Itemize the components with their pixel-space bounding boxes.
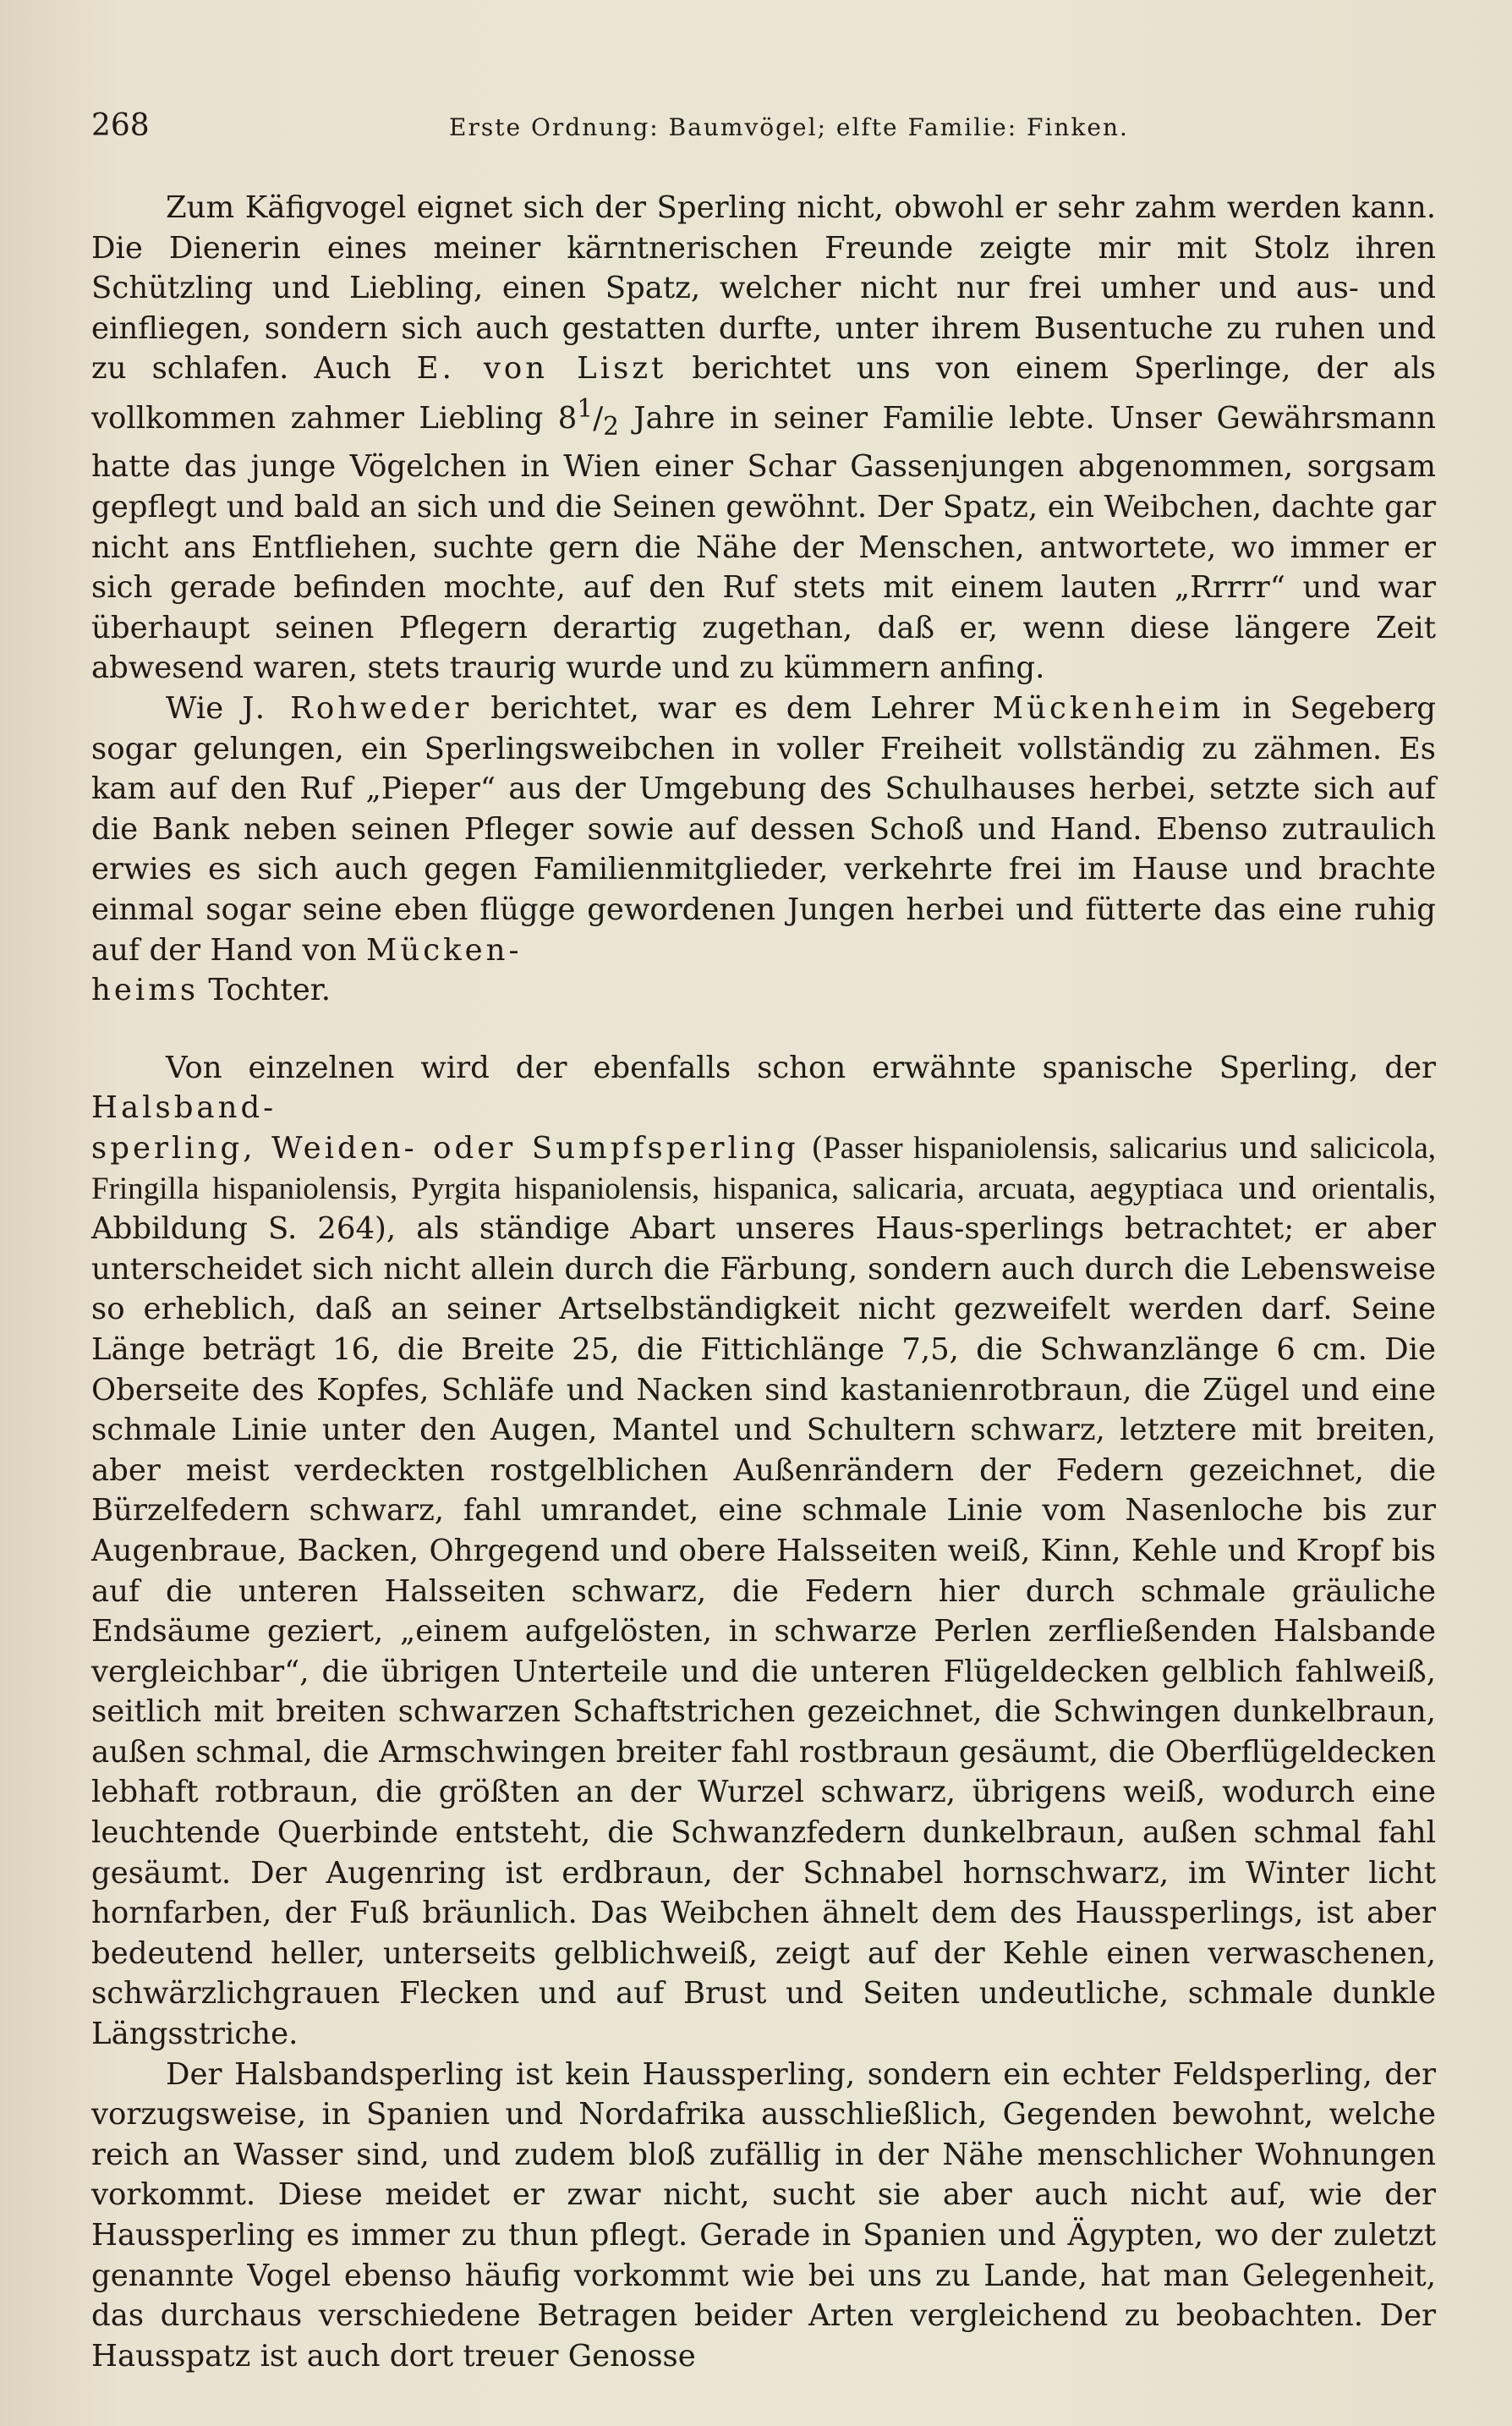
paragraph-habitat: Der Halsbandsperling ist kein Haussperling, sondern ein echter Feldsperling, der vorzugsweise, in Spanien und Nordafrika ausschließlich, Gegenden bewohnt, welche reich an Wasser sind, und zudem bloß zufällig in der Nähe menschlicher Wohnungen vorkommt. Diese meidet er zwar nicht, sucht sie aber auch nicht auf, wie der Haussperling es immer zu thun pflegt. Gerade in Spanien und Ägypten, wo der zuletzt genannte Vogel ebenso häufig vorkommt wie bei uns zu Lande, hat man Gelegenheit, das durchaus verschiedene Betragen beider Arten vergleichend zu beobachten. Der Hausspatz ist auch dort treuer Genosse xyxy=(91,2056,1436,2374)
species-name: Halsband- xyxy=(91,1090,277,1126)
species-name: sperling, Weiden- oder Sumpfsperling xyxy=(91,1130,799,1166)
person-name: J. Rohweder xyxy=(242,691,473,727)
latin-names: orientalis, xyxy=(1312,1171,1436,1206)
page-number: 268 xyxy=(91,108,150,143)
person-name: Mückenheim xyxy=(992,691,1224,727)
person-name: Mücken- xyxy=(366,932,523,968)
person-name: E. von Liszt xyxy=(416,351,667,387)
paragraph-cage-bird: Zum Käfigvogel eignet sich der Sperling nicht, obwohl er sehr zahm werden kann. Die Dienerin eines meiner kärntnerischen Freunde zeigte mir mit Stolz ihren Schützling und Liebling, einen Spatz, welcher nicht nur frei umher und aus- und einfliegen, sondern sich auch gestatten durfte, unter ihrem Busentuche zu ruhen und zu schlafen. Auch E. von Liszt berichtet uns von einem Sperlinge, der als vollkommen zahmer Liebling $8^1/_2$ Jahre in seiner Familie lebte. Unser Gewährsmann hatte das junge Vögelchen in Wien einer Schar Gassenjungen abgenommen, sorgsam gepflegt und bald an sich und die Seinen gewöhnt. Der Spatz, ein Weibchen, dachte gar nicht ans Entfliehen, suchte gern die Nähe der Menschen, antwortete, wo immer er sich gerade befinden mochte, auf den Ruf stets mit einem lauten „Rrrrr“ und war überhaupt seinen Pflegern derartig zugethan, daß er, wenn diese längere Zeit abwesend waren, stets traurig wurde und zu kümmern anfing. xyxy=(91,190,1436,686)
running-head xyxy=(91,108,1436,151)
fraction-denominator: 2 xyxy=(603,411,619,441)
fraction-numerator: 1 xyxy=(577,393,594,423)
latin-names: Passer hispaniolensis, salicarius xyxy=(823,1130,1228,1166)
paragraph-rohweder-account: Wie J. Rohweder berichtet, war es dem Lehrer Mückenheim in Segeberg sogar gelungen, ein Sperlingsweibchen in voller Freiheit vollständig zu zähmen. Es kam auf den Ruf „Pieper“ aus der Umgebung des Schulhauses herbei, setzte sich auf die Bank neben seinen Pfleger sowie auf dessen Schoß und Hand. Ebenso zutraulich erwies es sich auch gegen Familienmitglieder, verkehrte frei im Hause und brachte einmal sogar seine eben flügge gewordenen Jungen herbei und fütterte das eine ruhig auf der Hand von Mücken- heims Tochter. xyxy=(91,691,1437,1008)
running-head-title: Erste Ordnung: Baumvögel; elfte Familie: Finken. xyxy=(449,113,1129,141)
paragraph-halsbandsperling-description: Von einzelnen wird der ebenfalls schon erwähnte spanische Sperling, der Halsband- sperling, Weiden- oder Sumpfsperling (Passer hispaniolensis, salicarius und salicicola, Fringilla hispaniolensis, Pyrgita hispaniolensis, hispanica, salicaria, arcuata, aegyptiaca und orientalis, Abbildung S. 264), als ständige Abart unseres Haus-sperlings betrachtet; er aber unterscheidet sich nicht allein durch die Färbung, sondern auch durch die Lebensweise so erheblich, daß an seiner Artselbständigkeit nicht gezweifelt werden darf. Seine Länge beträgt 16, die Breite 25, die Fittichlänge 7,5, die Schwanzlänge 6 cm. Die Oberseite des Kopfes, Schläfe und Nacken sind kastanienrotbraun, die Zügel und eine schmale Linie unter den Augen, Mantel und Schultern schwarz, letztere mit breiten, aber meist verdeckten rostgelblichen Außenrändern der Federn gezeichnet, die Bürzelfedern schwarz, fahl umrandet, eine schmale Linie vom Nasenloche bis zur Augenbraue, Backen, Ohrgegend und obere Halsseiten weiß, Kinn, Kehle und Kropf bis auf die unteren Halsseiten schwarz, die Federn hier durch schmale gräuliche Endsäume geziert, „einem aufgelösten, in schwarze Perlen zerfließenden Halsbande vergleichbar“, die übrigen Unterteile und die unteren Flügeldecken gelblich fahlweiß, seitlich mit breiten schwarzen Schaftstrichen gezeichnet, die Schwingen dunkelbraun, außen schmal, die Armschwingen breiter fahl rostbraun gesäumt, die Oberflügeldecken lebhaft rotbraun, die größten an der Wurzel schwarz, übrigens weiß, wodurch eine leuchtende Querbinde entsteht, die Schwanzfedern dunkelbraun, außen schmal fahl gesäumt. Der Augenring ist erdbraun, der Schnabel hornschwarz, im Winter licht hornfarben, der Fuß bräunlich. Das Weibchen ähnelt dem des Haussperlings, ist aber bedeutend heller, unterseits gelblichweiß, zeigt auf der Kehle einen verwaschenen, schwärzlichgrauen Flecken und auf Brust und Seiten undeutliche, schmale dunkle Längsstriche. xyxy=(91,1050,1436,2052)
latin-names: salicicola, Fringilla hispaniolensis, Pyrgita hispaniolensis, hispanica, salicaria, arcuata, aegyptiaca xyxy=(91,1130,1436,1206)
person-name: heims xyxy=(91,973,200,1008)
